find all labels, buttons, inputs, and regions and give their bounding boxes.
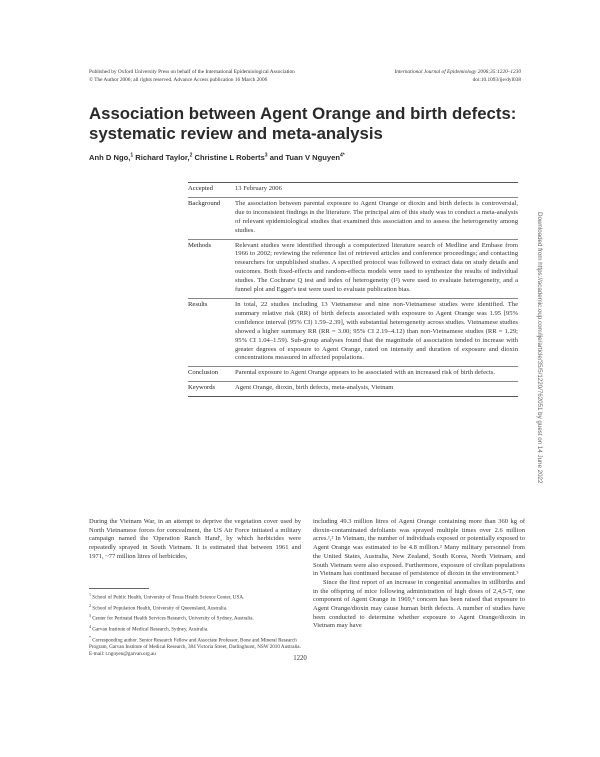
footnote: $^3$ Center for Perinatal Health Services Research, University of Sydney, Australia. <box>89 613 254 623</box>
abstract-label: Methods <box>188 241 212 249</box>
author: and Tuan V Nguyen$^{4*}$ <box>269 152 345 162</box>
body-column-right <box>313 518 525 631</box>
publisher-line: Published by Oxford University Press on behalf of the International Epidemiological Association <box>89 69 295 75</box>
abstract-text: Parental exposure to Agent Orange appears to be associated with an increased risk of birth defects. <box>235 369 495 377</box>
affiliation-footnotes <box>89 592 301 659</box>
abstract-text: The association between parental exposure to Agent Orange or dioxin and birth defects is controversial, due to inconsistent findings in the literature. The principal aim of this study was to conduct a meta-analysis of relevant epidemiological studies that examined this association and to assess the heterogeneity among studies. <box>235 199 518 234</box>
abstract-text: Relevant studies were identified through a computerized literature search of Medline and Embase from 1966 to 2002; reviewing the reference list of retrieved articles and conference proceedings; and contacting researchers for unpublished studies. A specified protocol was followed to extract data on study details and outcomes. Both fixed-effects and random-effects models were used to synthesize the results of individual studies. The Cochrane Q test and index of heterogeneity (I²) were used to evaluate heterogeneity, and a funnel plot and Egger's test were used to evaluate publication bias. <box>235 241 518 294</box>
abstract-label: Results <box>188 300 208 308</box>
body-paragraph: Since the first report of an increase in congenital anomalies in stillbirths and in the offspring of mice following administration of high doses of 2,4,5-T, one component of Agent Orange in 1969,⁴ concern has been raised that exposure to Agent Orange/dioxin may cause human birth defects. A number of studies have been conducted to determine whether exposure to Agent Orange/dioxin in Vietnam may have <box>313 578 525 630</box>
footnote-rule <box>89 588 149 589</box>
abstract-row-background <box>188 197 518 239</box>
download-watermark: Downloaded from https://academic.oup.com/ije/article/35/5/1220/762051 by guest on 14 June 2022 <box>536 212 543 484</box>
running-header <box>89 68 521 84</box>
abstract-label: Conclusion <box>188 369 219 377</box>
abstract-text: In total, 22 studies including 13 Vietnamese and nine non-Vietnamese studies were identified. The summary relative risk (RR) of birth defects associated with exposure to Agent Orange was 1.95 [95% confidence interval (95% CI) 1.59–2.39], with substantial heterogeneity across studies. Vietnamese studies showed a higher summary RR (RR = 3.00; 95% CI 2.19–4.12) than non-Vietnamese studies (RR = 1.29; 95% CI 1.04–1.59). Sub-group analyses found that the magnitude of association tended to increase with greater degrees of exposure to Agent Orange, rated on intensity and duration of exposure and dioxin concentrations measured in affected populations. <box>235 300 518 362</box>
footnote: * Corresponding author. Senior Research Fellow and Associate Professor, Bone and Mineral Research Program, Garvan Institute of Medical Research, 384 Victoria Street, Darlinghurst, NSW 2010 Australia. E-mail: t.nguyen@garvan.org.au <box>89 634 301 657</box>
body-paragraph: including 49.3 million litres of Agent Orange containing more than 360 kg of dioxin-contaminated defoliants was sprayed multiple times over 2.6 million acres.¹,² In Vietnam, the number of individuals exposed or potentially exposed to Agent Orange was estimated to be 4.8 million.² Many military personnel from the United States, Australia, New Zealand, South Korea, North Vietnam, and South Vietnam were also exposed. Furthermore, exposure of civilian populations in Vietnam has continued because of persistence of dioxin in the environment.³ <box>313 518 525 578</box>
abstract-label: Accepted <box>188 185 213 192</box>
journal-citation: International Journal of Epidemiology 2006;35:1220–1230 <box>394 69 521 75</box>
author: Christine L Roberts$^3$ <box>194 152 268 162</box>
abstract-text: Agent Orange, dioxin, birth defects, meta-analysis, Vietnam <box>235 384 394 392</box>
abstract-row-keywords <box>188 381 518 396</box>
abstract-text: 13 February 2006 <box>235 185 282 192</box>
page-number: 1220 <box>293 655 307 662</box>
author: Richard Taylor,$^2$ <box>135 152 193 162</box>
article-title: Association between Agent Orange and birth defects: systematic review and meta-analysis <box>89 104 517 143</box>
body-paragraph: During the Vietnam War, in an attempt to deprive the vegetation cover used by North Vietnamese forces for concealment, the US Air Force initiated a military campaign named the 'Operation Ranch Hand', by which herbicides were repeatedly sprayed in South Vietnam. It is estimated that between 1961 and 1971, ~77 million litres of herbicides, <box>89 518 301 560</box>
footnote: $^4$ Garvan Institute of Medical Research, Sydney, Australia. <box>89 624 209 633</box>
abstract-row-accepted <box>188 183 518 197</box>
footnote: $^1$ School of Public Health, University of Texas Health Science Center, USA. <box>89 592 245 601</box>
abstract-row-conclusion <box>188 366 518 381</box>
doi: doi:10.1093/ije/dyl038 <box>472 77 521 83</box>
abstract-row-results <box>188 298 518 366</box>
abstract-table <box>188 182 518 397</box>
author-list <box>89 152 529 162</box>
body-column-left <box>89 518 301 562</box>
abstract-label: Keywords <box>188 384 216 392</box>
abstract-label: Background <box>188 199 221 207</box>
author: Anh D Ngo,$^1$ <box>89 152 134 162</box>
abstract-row-methods <box>188 239 518 298</box>
footnote: $^2$ School of Population Health, University of Queensland, Australia. <box>89 602 228 612</box>
copyright-line: © The Author 2006; all rights reserved. Advance Access publication 16 March 2006 <box>89 77 268 83</box>
